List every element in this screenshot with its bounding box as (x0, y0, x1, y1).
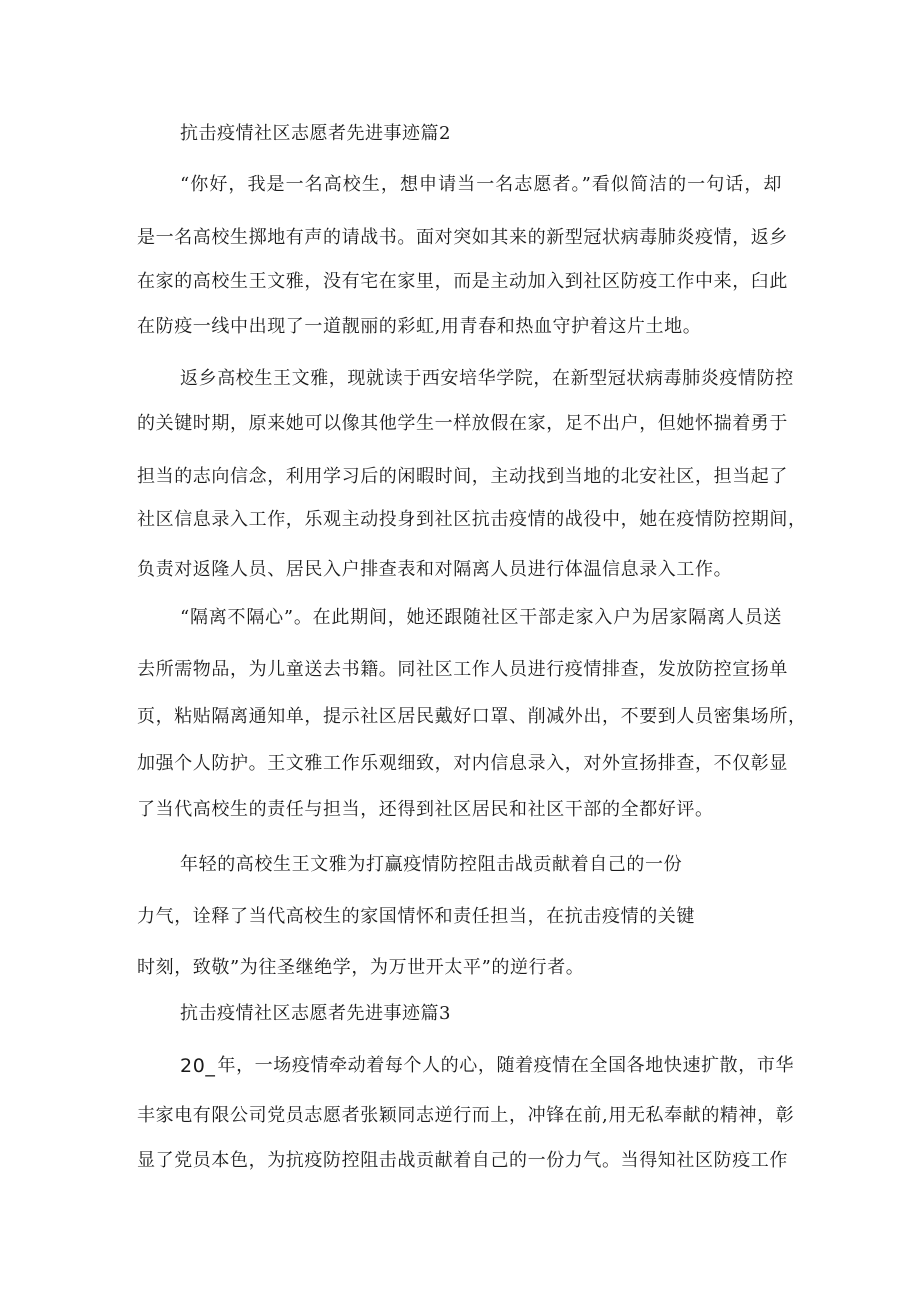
paragraph-line: 加强个人防护。王文雅工作乐观细致，对内信息录入，对外宣扬排查，不仅彰显 (137, 753, 788, 774)
paragraph-line: 丰家电有限公司党员志愿者张颖同志逆行而上，冲锋在前,用无私奉献的精神，彰 (137, 1105, 795, 1126)
section-heading: 抗击疫情社区志愿者先进事迹篇3 (180, 1003, 451, 1024)
paragraph-line: 的关键时期，原来她可以像其他学生一样放假在家，足不出户，但她怀揣着勇于 (137, 413, 788, 434)
paragraph-line-text: 年，一场疫情牵动着每个人的心，随着疫情在全国各地快速扩散，市华 (217, 1055, 795, 1076)
paragraph-line: 显了党员本色，为抗疫防控阻击战贡献着自己的一份力气。当得知社区防疫工作 (137, 1150, 788, 1171)
section-heading: 抗击疫情社区志愿者先进事迹篇2 (180, 123, 451, 144)
paragraph-line: 社区信息录入工作，乐观主动投身到社区抗击疫情的战役中，她在疫情防控期间， (137, 509, 807, 530)
paragraph-line: 去所需物品，为儿童送去书籍。同社区工作人员进行疫情排查，发放防控宣扬单 (137, 659, 788, 680)
paragraph-line: 时刻，致敬”为往圣继绝学，为万世开太平”的逆行者。 (137, 957, 585, 978)
paragraph-line: 担当的志向信念，利用学习后的闲暇时间，主动找到当地的北安社区，担当起了 (137, 466, 788, 487)
paragraph-line: 返乡高校生王文雅，现就读于西安培华学院，在新型冠状病毒肺炎疫情防控 (180, 368, 794, 389)
paragraph-line: 在防疫一线中出现了一道靓丽的彩虹,用青春和热血守护着这片土地。 (137, 316, 702, 337)
paragraph-line: 力气，诠释了当代高校生的家国情怀和责任担当，在抗击疫情的关键 (137, 906, 695, 927)
paragraph-line: 页，粘贴隔离通知单，提示社区居民戴好口罩、削减外出，不要到人员密集场所， (137, 706, 807, 727)
paragraph-line (180, 1054, 795, 1078)
paragraph-line: 在家的高校生王文雅，没有宅在家里，而是主动加入到社区防疫工作中来，臼此 (137, 271, 788, 292)
paragraph-line: 了当代高校生的责任与担当，还得到社区居民和社区干部的全都好评。 (137, 799, 714, 820)
paragraph-line: 是一名高校生掷地有声的请战书。面对突如其来的新型冠状病毒肺炎疫情，返乡 (137, 227, 788, 248)
year-text: 20_ (180, 1055, 216, 1077)
paragraph-line: 年轻的高校生王文雅为打赢疫情防控阻击战贡献着自己的一份 (180, 854, 683, 875)
paragraph-line: “隔离不隔心”。在此期间，她还跟随社区干部走家入户为居家隔离人员送 (180, 607, 782, 628)
paragraph-line: 负责对返隆人员、居民入户排查表和对隔离人员进行体温信息录入工作。 (137, 559, 733, 580)
paragraph-line: “你好，我是一名高校生，想申请当一名志愿者。”看似简洁的一句话，却 (180, 174, 782, 195)
